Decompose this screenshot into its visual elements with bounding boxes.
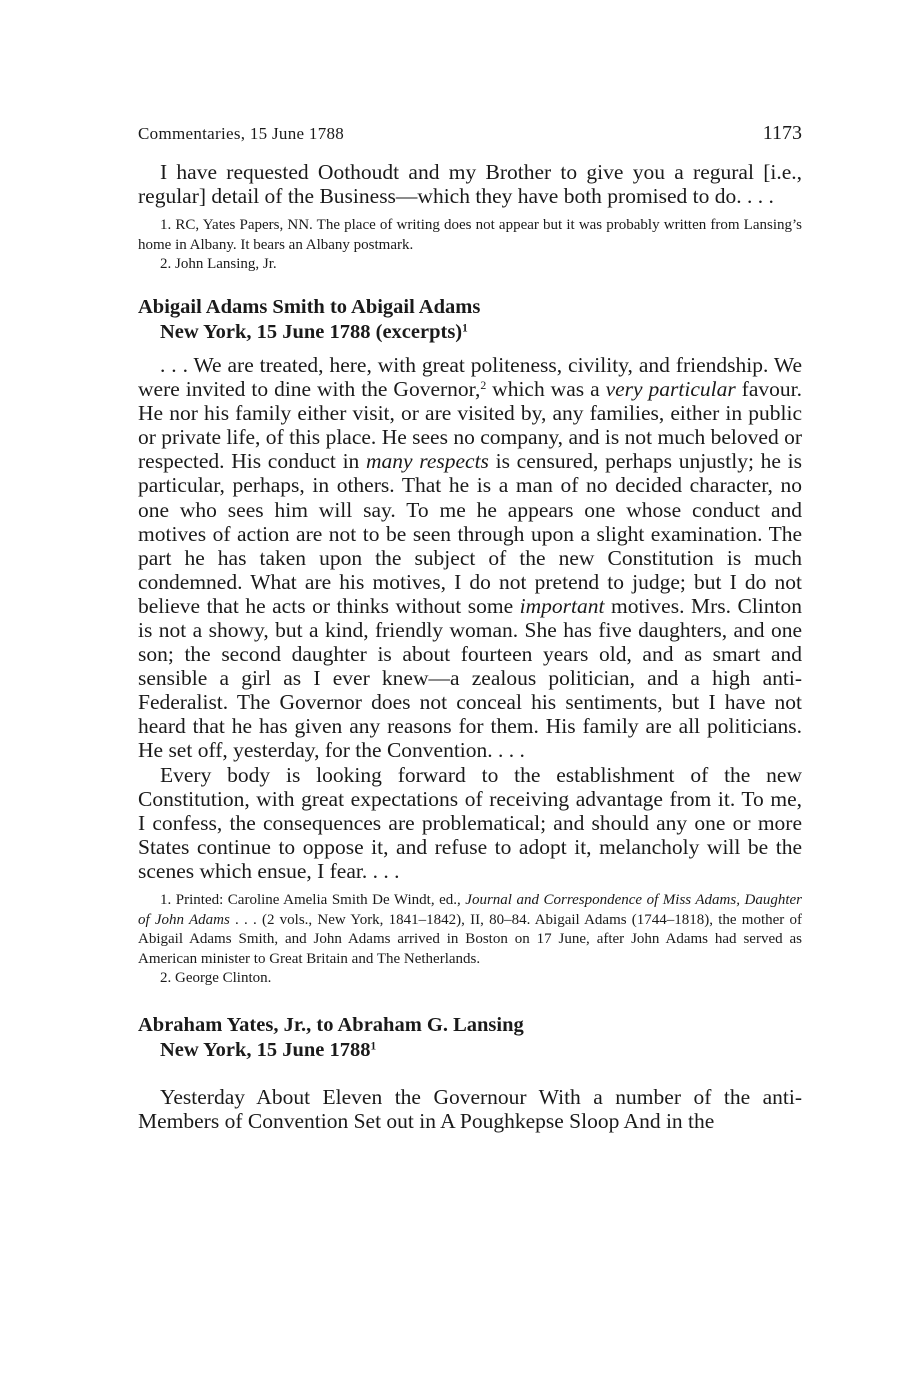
letter-heading <box>138 1013 802 1063</box>
letter-heading <box>138 295 802 345</box>
text-run: motives. Mrs. Clinton is not a showy, but a kind, friendly woman. She has five daughters, and one son; the second daughter is about fourteen years old, and as smart and sensible a girl as I ever knew—a zealous politician, and a high anti-Federalist. The Governor does not conceal his sentiments, but I have not heard that he has given any reasons for them. His family are all politicians. He set off, yesterday, for the Convention. . . . <box>138 593 802 763</box>
letter-heading-line1: Abraham Yates, Jr., to Abraham G. Lansing <box>138 1014 524 1036</box>
heading-place-date: New York, 15 June 1788 <box>160 1039 371 1061</box>
text-run: which was a <box>486 377 606 402</box>
text-run: is censured, perhaps unjustly; he is particular, perhaps, in others. That he is a man of no decided character, no one who sees him will say. To me he appears one whose conduct and motives of action are not to be seen through upon a slight examination. The part he has taken upon the subject of the new Constitution is much condemned. What are his motives, I do not pretend to judge; but I do not believe that he acts or thinks without some <box>138 449 802 618</box>
letter-heading-line1: Abigail Adams Smith to Abigail Adams <box>138 295 481 318</box>
document-page <box>138 118 802 1133</box>
footnote: 1. RC, Yates Papers, NN. The place of writing does not appear but it was probably written from Lansing’s home in Albany. It bears an Albany postmark. <box>138 217 802 253</box>
text-run: 1. Printed: Caroline Amelia Smith De Windt, ed., <box>160 892 466 909</box>
footnote-marker: 2 <box>480 377 487 392</box>
text-run: . . . (2 vols., New York, 1841–1842), II, 80–84. Abigail Adams (1744–1818), the mother of Abigail Adams Smith, and John Adams arrived in Boston on 17 June, after John Adams had served as American minister to Great Britain and The Netherlands. <box>138 911 802 967</box>
running-head <box>138 118 802 152</box>
book-title: Journal and Correspondence of Miss Adams, Daughter of John Adams <box>138 892 802 928</box>
footnote-marker: 1 <box>462 322 468 335</box>
letter-footnotes <box>138 891 802 989</box>
letter-paragraph <box>138 353 802 763</box>
continuation-footnotes <box>138 216 802 275</box>
emphasis: very particular <box>605 377 736 402</box>
letter-heading-line2 <box>138 320 802 345</box>
letter-heading-line2 <box>138 1038 802 1063</box>
heading-place-date: New York, 15 June 1788 (excerpts) <box>160 320 463 343</box>
letter-paragraph: Every body is looking forward to the establishment of the new Constitution, with great expectations of receiving advantage from it. To me, I confess, the consequences are problematical; and should any one or more States continue to oppose it, and refuse to adopt it, melancholy will be the scenes which ensue, I fear. . . . <box>138 762 802 883</box>
emphasis: many respects <box>366 449 489 474</box>
letter-paragraph: Yesterday About Eleven the Governour With a number of the anti-Members of Convention Set out in A Poughkepse Sloop And in the <box>138 1085 802 1134</box>
footnote: 2. George Clinton. <box>160 970 272 987</box>
emphasis: important <box>519 593 605 618</box>
continuation-paragraph: I have requested Oothoudt and my Brother to give you a regural [i.e., regular] detail of the Business—which they have both promised to do. . . . <box>138 160 802 209</box>
page-number: 1173 <box>762 122 802 144</box>
running-head-title: Commentaries, 15 June 1788 <box>138 124 345 143</box>
footnote <box>138 891 802 969</box>
text-run: . . . We are treated, here, with great politeness, civility, and friendship. We were invited to dine with the Governor, <box>138 352 802 402</box>
footnote: 2. John Lansing, Jr. <box>160 256 277 273</box>
footnote-marker: 1 <box>370 1040 377 1053</box>
text-run: favour. He nor his family either visit, or are visited by, any families, either in public or private life, of this place. He sees no company, and is not much beloved or respected. His conduct in <box>138 377 802 474</box>
